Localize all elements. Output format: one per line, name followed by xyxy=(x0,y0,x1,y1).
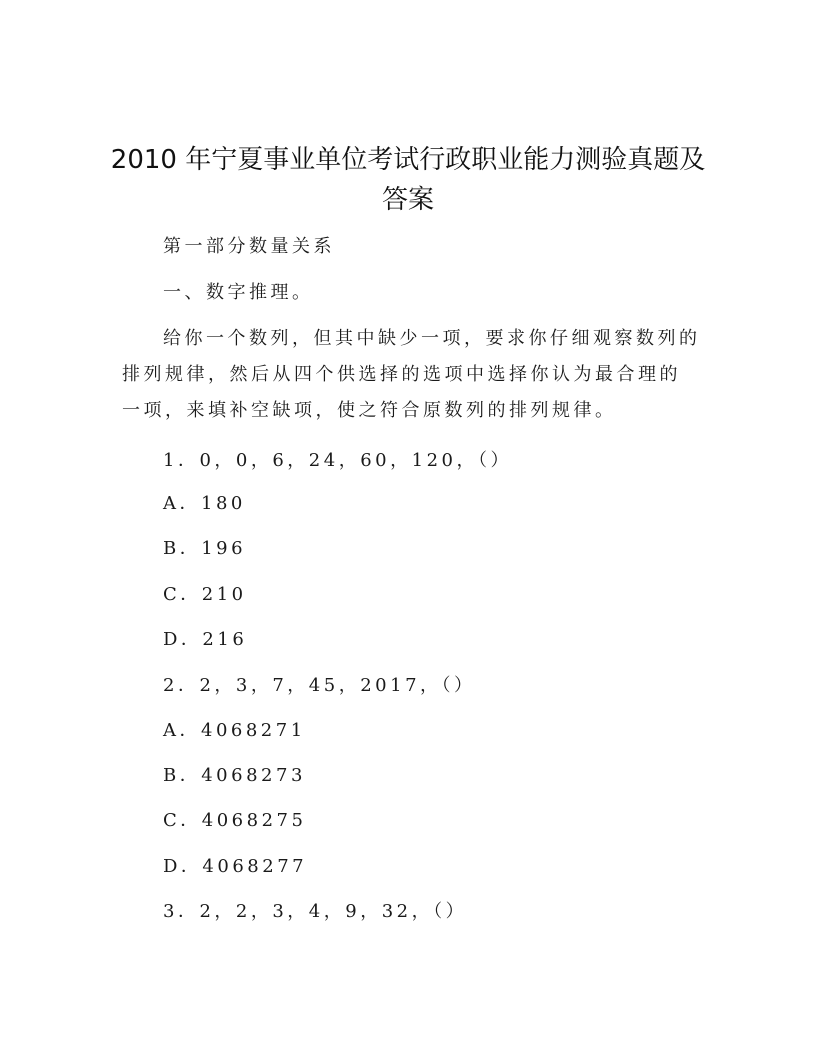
question-1: 1．0，0，6，24，60，120，（） xyxy=(163,450,512,471)
question-2-option-b: B．4068273 xyxy=(163,765,306,786)
question-1-option-a: A．180 xyxy=(163,493,246,514)
question-3: 3．2，2，3，4，9，32，（） xyxy=(163,901,468,922)
question-1-option-c: C．210 xyxy=(163,584,247,605)
subsection-heading: 一、数字推理。 xyxy=(163,282,314,303)
document-title: 2010 年宁夏事业单位考试行政职业能力测验真题及答案 xyxy=(110,145,706,215)
instructions-paragraph: 给你一个数列，但其中缺少一项，要求你仔细观察数列的排列规律，然后从四个供选择的选项中选择你认为最合理的一项，来填补空缺项，使之符合原数列的排列规律。 xyxy=(122,328,701,421)
question-1-option-b: B．196 xyxy=(163,538,247,559)
question-2: 2．2，3，7，45，2017，（） xyxy=(163,675,476,696)
question-2-option-a: A．4068271 xyxy=(163,720,306,741)
question-1-option-d: D．216 xyxy=(163,629,248,650)
question-2-option-d: D．4068277 xyxy=(163,856,308,877)
section-heading: 第一部分数量关系 xyxy=(163,236,335,257)
question-2-option-c: C．4068275 xyxy=(163,810,307,831)
